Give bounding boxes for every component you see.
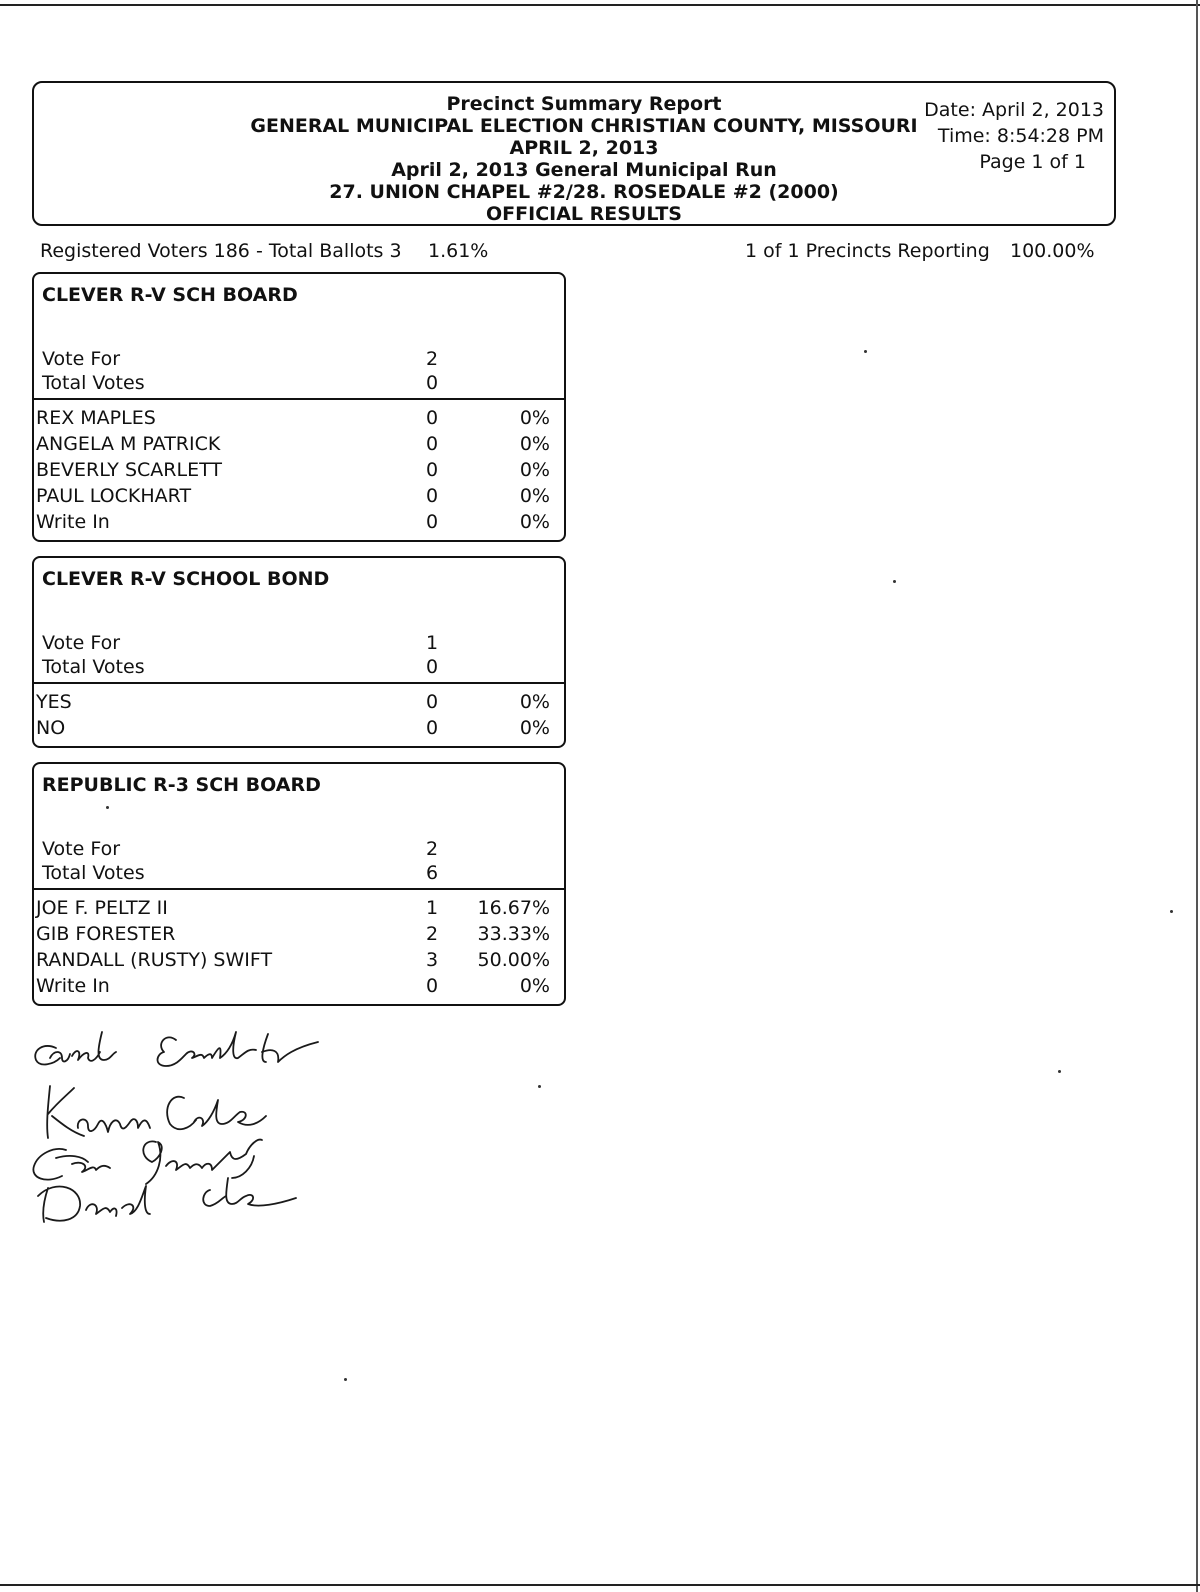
candidate-votes: 0 [425, 485, 439, 507]
contest-box [32, 762, 566, 1006]
candidate-votes: 0 [425, 433, 439, 455]
candidate-votes: 0 [425, 975, 439, 997]
candidate-name: REX MAPLES [36, 407, 156, 429]
signature-2 [47, 1086, 266, 1138]
vote-for-label: Vote For [42, 348, 121, 370]
candidate-votes: 0 [425, 511, 439, 533]
candidate-row [34, 923, 564, 949]
election-date: APRIL 2, 2013 [509, 137, 659, 159]
candidate-row [34, 511, 564, 537]
candidate-name: JOE F. PELTZ II [36, 897, 168, 919]
run-name: April 2, 2013 General Municipal Run [391, 159, 777, 181]
candidate-percent: 0% [519, 691, 550, 713]
candidate-name: NO [36, 717, 66, 739]
contest-divider [34, 398, 564, 400]
registered-voters: Registered Voters 186 - Total Ballots 3 [40, 240, 402, 262]
report-meta [924, 97, 1104, 175]
report-title-block [214, 93, 954, 225]
contest-box [32, 272, 566, 542]
scan-speck [1058, 1070, 1061, 1073]
candidate-percent: 0% [519, 717, 550, 739]
turnout-percent: 1.61% [428, 240, 489, 262]
total-votes-label: Total Votes [42, 656, 145, 678]
scan-edge-top [0, 4, 1200, 6]
candidate-row [34, 949, 564, 975]
candidate-percent: 0% [519, 975, 550, 997]
precincts-reporting: 1 of 1 Precincts Reporting [745, 240, 990, 262]
candidate-row [34, 975, 564, 1001]
candidate-row [34, 485, 564, 511]
candidate-percent: 50.00% [477, 949, 550, 971]
contest-box [32, 556, 566, 748]
candidate-percent: 0% [519, 511, 550, 533]
candidate-name: ANGELA M PATRICK [36, 433, 221, 455]
page-number: Page 1 of 1 [979, 151, 1086, 173]
signature-1 [35, 1032, 318, 1066]
precincts-reporting-percent: 100.00% [1010, 240, 1095, 262]
candidate-row [34, 717, 564, 743]
candidate-percent: 0% [519, 485, 550, 507]
candidate-percent: 33.33% [477, 923, 550, 945]
vote-for-label: Vote For [42, 632, 121, 654]
candidate-row [34, 433, 564, 459]
candidate-percent: 0% [519, 459, 550, 481]
candidate-votes: 0 [425, 691, 439, 713]
vote-for-value: 2 [425, 348, 439, 370]
candidate-name: Write In [36, 975, 110, 997]
candidate-row [34, 407, 564, 433]
report-title: Precinct Summary Report [446, 93, 722, 115]
candidate-row [34, 897, 564, 923]
scan-speck [864, 350, 867, 353]
scan-edge-right [1196, 0, 1198, 1592]
contest-title: CLEVER R-V SCH BOARD [42, 284, 298, 306]
contest-divider [34, 682, 564, 684]
scan-speck [106, 806, 109, 809]
candidate-votes: 0 [425, 717, 439, 739]
candidate-percent: 16.67% [477, 897, 550, 919]
candidate-name: YES [36, 691, 72, 713]
scan-speck [538, 1085, 541, 1088]
vote-for-value: 2 [425, 838, 439, 860]
contest-divider [34, 888, 564, 890]
candidate-row [34, 459, 564, 485]
candidate-votes: 0 [425, 407, 439, 429]
candidate-votes: 1 [425, 897, 439, 919]
candidate-percent: 0% [519, 407, 550, 429]
contest-title: CLEVER R-V SCHOOL BOND [42, 568, 330, 590]
candidate-votes: 2 [425, 923, 439, 945]
total-votes-label: Total Votes [42, 862, 145, 884]
results-status: OFFICIAL RESULTS [486, 203, 682, 225]
scan-speck [1170, 910, 1173, 913]
candidate-row [34, 691, 564, 717]
total-votes-value: 6 [425, 862, 439, 884]
candidate-name: RANDALL (RUSTY) SWIFT [36, 949, 273, 971]
total-votes-value: 0 [425, 372, 439, 394]
candidate-votes: 0 [425, 459, 439, 481]
candidate-votes: 3 [425, 949, 439, 971]
scan-edge-bottom [0, 1584, 1200, 1586]
report-date: Date: April 2, 2013 [924, 99, 1104, 121]
vote-for-value: 1 [425, 632, 439, 654]
candidate-name: Write In [36, 511, 110, 533]
scan-speck [344, 1378, 347, 1381]
scan-speck [893, 580, 896, 583]
report-header [32, 81, 1116, 226]
signatures [26, 1028, 346, 1238]
precinct-name: 27. UNION CHAPEL #2/28. ROSEDALE #2 (2000) [329, 181, 839, 203]
report-time: Time: 8:54:28 PM [937, 125, 1104, 147]
vote-for-label: Vote For [42, 838, 121, 860]
signature-4 [38, 1178, 296, 1222]
candidate-percent: 0% [519, 433, 550, 455]
contest-title: REPUBLIC R-3 SCH BOARD [42, 774, 321, 796]
candidate-name: GIB FORESTER [36, 923, 176, 945]
election-name: GENERAL MUNICIPAL ELECTION CHRISTIAN COUNTY, MISSOURI [250, 115, 918, 137]
total-votes-value: 0 [425, 656, 439, 678]
total-votes-label: Total Votes [42, 372, 145, 394]
candidate-name: BEVERLY SCARLETT [36, 459, 222, 481]
candidate-name: PAUL LOCKHART [36, 485, 192, 507]
